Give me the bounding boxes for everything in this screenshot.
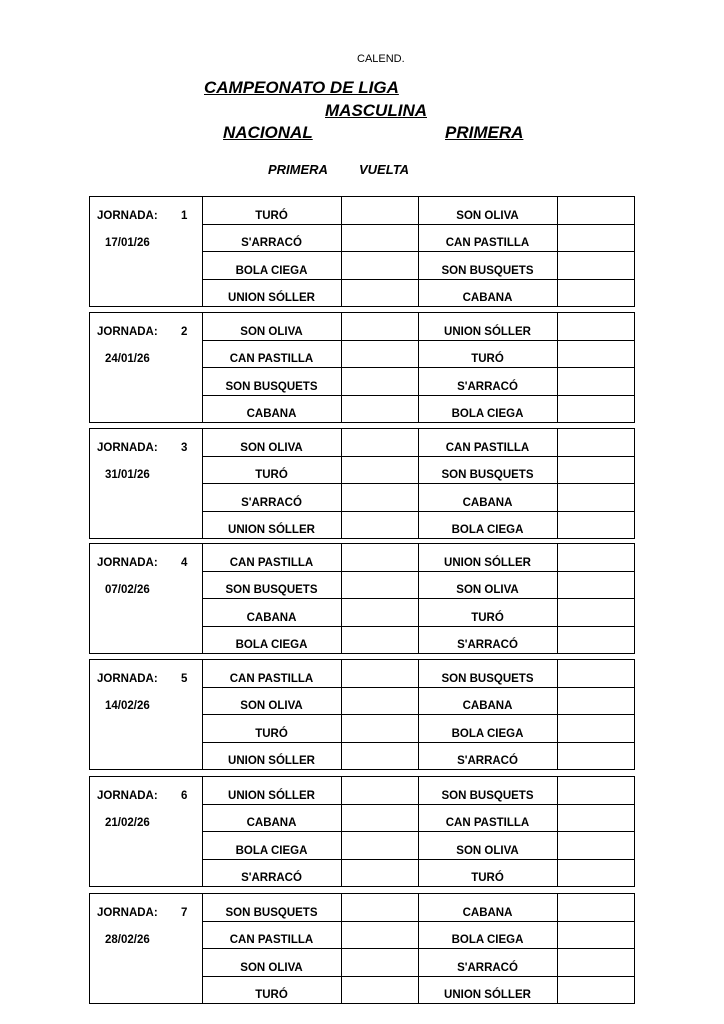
home-team: CAN PASTILLA xyxy=(229,353,314,365)
grid-line xyxy=(202,948,634,949)
jornada-block xyxy=(89,543,635,654)
home-team: S'ARRACÓ xyxy=(241,872,302,884)
home-team: SON BUSQUETS xyxy=(225,381,318,393)
jornada-number: 3 xyxy=(181,442,188,454)
grid-line xyxy=(202,456,634,457)
home-team: UNION SÓLLER xyxy=(228,755,315,767)
away-team: CABANA xyxy=(462,497,513,509)
home-team: S'ARRACÓ xyxy=(241,497,302,509)
jornada-block xyxy=(89,659,635,770)
home-team: SON OLIVA xyxy=(240,962,303,974)
title-line-2: MASCULINA xyxy=(325,101,427,120)
away-team: SON BUSQUETS xyxy=(441,265,534,277)
title-division: PRIMERA xyxy=(445,123,524,142)
away-team: CAN PASTILLA xyxy=(445,442,530,454)
title-line-1: CAMPEONATO DE LIGA xyxy=(204,78,399,97)
away-team: BOLA CIEGA xyxy=(451,934,524,946)
away-team: S'ARRACÓ xyxy=(457,639,518,651)
away-team: SON BUSQUETS xyxy=(441,469,534,481)
jornada-number: 2 xyxy=(181,326,188,338)
grid-line xyxy=(202,859,634,860)
jornada-date: 07/02/26 xyxy=(105,584,150,596)
grid-line xyxy=(202,831,634,832)
grid-line xyxy=(202,687,634,688)
away-team: SON BUSQUETS xyxy=(441,673,534,685)
away-team: CABANA xyxy=(462,700,513,712)
jornada-label: JORNADA: xyxy=(97,326,158,338)
home-team: SON OLIVA xyxy=(240,442,303,454)
away-team: UNION SÓLLER xyxy=(444,326,531,338)
grid-line xyxy=(202,804,634,805)
home-team: TURÓ xyxy=(255,210,288,222)
grid-line xyxy=(202,742,634,743)
grid-line xyxy=(202,279,634,280)
grid-line xyxy=(202,511,634,512)
home-team: CAN PASTILLA xyxy=(229,934,314,946)
subtitle-leg: VUELTA xyxy=(359,162,410,177)
jornada-date: 31/01/26 xyxy=(105,469,150,481)
away-team: BOLA CIEGA xyxy=(451,728,524,740)
home-team: SON OLIVA xyxy=(240,326,303,338)
grid-line xyxy=(202,626,634,627)
calend-label: CALEND. xyxy=(357,53,405,65)
away-team: SON BUSQUETS xyxy=(441,790,534,802)
away-team: BOLA CIEGA xyxy=(451,408,524,420)
home-team: CABANA xyxy=(246,408,297,420)
away-team: SON OLIVA xyxy=(456,584,519,596)
jornada-label: JORNADA: xyxy=(97,673,158,685)
home-team: BOLA CIEGA xyxy=(235,265,308,277)
grid-line xyxy=(202,367,634,368)
grid-line xyxy=(202,224,634,225)
away-team: SON OLIVA xyxy=(456,210,519,222)
home-team: CAN PASTILLA xyxy=(229,557,314,569)
home-team: SON OLIVA xyxy=(240,700,303,712)
away-team: S'ARRACÓ xyxy=(457,962,518,974)
jornada-label: JORNADA: xyxy=(97,790,158,802)
grid-line xyxy=(202,571,634,572)
jornada-date: 21/02/26 xyxy=(105,817,150,829)
jornada-label: JORNADA: xyxy=(97,907,158,919)
grid-line xyxy=(202,598,634,599)
home-team: TURÓ xyxy=(255,989,288,1001)
home-team: SON BUSQUETS xyxy=(225,584,318,596)
jornada-number: 7 xyxy=(181,907,188,919)
jornada-block xyxy=(89,312,635,423)
home-team: UNION SÓLLER xyxy=(228,790,315,802)
away-team: TURÓ xyxy=(471,872,504,884)
jornada-date: 28/02/26 xyxy=(105,934,150,946)
home-team: S'ARRACÓ xyxy=(241,237,302,249)
home-team: BOLA CIEGA xyxy=(235,845,308,857)
home-team: CAN PASTILLA xyxy=(229,673,314,685)
away-team: CABANA xyxy=(462,292,513,304)
jornada-date: 14/02/26 xyxy=(105,700,150,712)
jornada-block xyxy=(89,776,635,887)
grid-line xyxy=(202,483,634,484)
jornada-date: 24/01/26 xyxy=(105,353,150,365)
home-team: TURÓ xyxy=(255,469,288,481)
jornada-block xyxy=(89,893,635,1004)
jornada-label: JORNADA: xyxy=(97,557,158,569)
jornada-label: JORNADA: xyxy=(97,442,158,454)
jornada-block xyxy=(89,196,635,307)
home-team: BOLA CIEGA xyxy=(235,639,308,651)
home-team: UNION SÓLLER xyxy=(228,524,315,536)
jornada-number: 1 xyxy=(181,210,188,222)
grid-line xyxy=(202,714,634,715)
grid-line xyxy=(202,395,634,396)
away-team: S'ARRACÓ xyxy=(457,755,518,767)
away-team: TURÓ xyxy=(471,353,504,365)
grid-line xyxy=(202,340,634,341)
home-team: CABANA xyxy=(246,612,297,624)
home-team: SON BUSQUETS xyxy=(225,907,318,919)
jornada-block xyxy=(89,428,635,539)
grid-line xyxy=(202,921,634,922)
away-team: CABANA xyxy=(462,907,513,919)
away-team: CAN PASTILLA xyxy=(445,817,530,829)
jornada-label: JORNADA: xyxy=(97,210,158,222)
subtitle-round: PRIMERA xyxy=(268,162,328,177)
jornada-number: 5 xyxy=(181,673,188,685)
home-team: TURÓ xyxy=(255,728,288,740)
jornada-date: 17/01/26 xyxy=(105,237,150,249)
jornada-number: 4 xyxy=(181,557,188,569)
home-team: UNION SÓLLER xyxy=(228,292,315,304)
away-team: S'ARRACÓ xyxy=(457,381,518,393)
home-team: CABANA xyxy=(246,817,297,829)
title-category: NACIONAL xyxy=(223,123,313,142)
away-team: SON OLIVA xyxy=(456,845,519,857)
away-team: UNION SÓLLER xyxy=(444,989,531,1001)
away-team: CAN PASTILLA xyxy=(445,237,530,249)
jornada-number: 6 xyxy=(181,790,188,802)
away-team: UNION SÓLLER xyxy=(444,557,531,569)
away-team: BOLA CIEGA xyxy=(451,524,524,536)
away-team: TURÓ xyxy=(471,612,504,624)
grid-line xyxy=(202,976,634,977)
grid-line xyxy=(202,251,634,252)
